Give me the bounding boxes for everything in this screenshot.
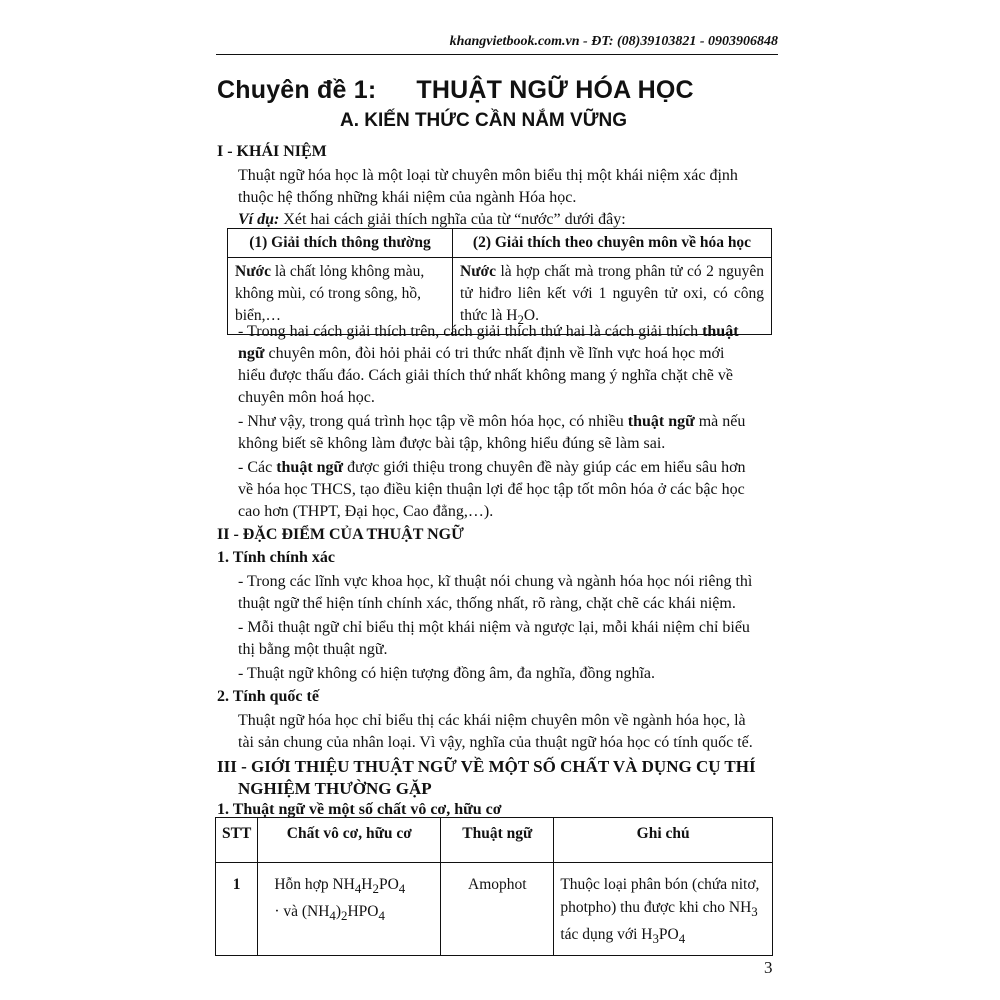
paragraph-line: - Trong các lĩnh vực khoa học, kĩ thuật nói chung và ngành hóa học nói riêng thì (238, 573, 753, 590)
text-run: Thuộc loại phân bón (chứa nitơ, photpho) thu được khi cho NH (560, 876, 760, 916)
table-cell-term: Amophot (441, 863, 554, 956)
chemicals-table (215, 817, 773, 956)
subscript: 2 (341, 908, 348, 924)
subscript: 4 (329, 908, 336, 924)
table-cell-note (554, 863, 773, 956)
chapter-label: Chuyên đề 1: (217, 76, 377, 104)
text-run: Hỗn hợp NH (274, 876, 355, 893)
text-run: - Trong hai cách giải thích trên, cách giải thích thứ hai là cách giải thích (238, 323, 703, 340)
paragraph-line: thuật ngữ thể hiện tính chính xác, thống nhất, rõ ràng, chặt chẽ các khái niệm. (238, 595, 736, 612)
cell-text: là hợp chất mà trong phân tử có 2 nguyên tử hiđro liên kết với 1 nguyên tử oxi, có công thức là H (460, 263, 764, 324)
text-run: ) (335, 903, 342, 921)
table-cell-stt: 1 (216, 863, 258, 956)
subscript: 3 (751, 904, 758, 920)
text-run: PO (658, 926, 679, 944)
paragraph-line: về hóa học THCS, tạo điều kiện thuận lợi để học tập tốt môn hóa ở các bậc học (238, 481, 745, 498)
subscript: 2 (372, 881, 379, 897)
paragraph-line: cao hơn (THPT, Đại học, Cao đẳng,…). (238, 503, 494, 520)
cell-text: O. (523, 307, 539, 324)
table-header: Ghi chú (554, 818, 773, 863)
paragraph-line: - Mỗi thuật ngữ chỉ biểu thị một khái niệm và ngược lại, mỗi khái niệm chỉ biểu (238, 619, 750, 636)
chapter-title (217, 76, 694, 105)
bold-term: thuật ngữ (276, 459, 344, 476)
text-run: tác dụng với H (560, 926, 653, 944)
subsection-heading: 1. Thuật ngữ về một số chất vô cơ, hữu cơ (217, 801, 502, 818)
subscript: 4 (678, 931, 686, 947)
paragraph-line: không biết sẽ không làm được bài tập, không hiểu đúng sẽ làm sai. (238, 435, 666, 452)
text-run: chuyên môn, đòi hỏi phải có tri thức nhất định về lĩnh vực hoá học mới (264, 345, 725, 362)
page-number: 3 (764, 958, 773, 977)
paragraph-line (238, 345, 724, 363)
table-cell-chemical (258, 863, 441, 956)
bold-term: thuật (702, 323, 739, 340)
subscript: 3 (652, 931, 659, 947)
text-run: HPO (347, 903, 379, 921)
table-row (216, 863, 773, 956)
example-label: Ví dụ: (238, 211, 280, 228)
paragraph-line: Thuật ngữ hóa học chỉ biểu thị các khái niệm chuyên môn về ngành hóa học, là (238, 712, 746, 729)
example-line (238, 211, 626, 229)
subsection-heading: 1. Tính chính xác (217, 549, 335, 566)
text-run: - Như vậy, trong quá trình học tập về môn hóa học, có nhiều (238, 413, 628, 430)
paragraph-line (238, 323, 739, 341)
paragraph-line: thị bằng một thuật ngữ. (238, 641, 388, 658)
text-run: H (361, 876, 373, 893)
paragraph-line: chuyên môn hoá học. (238, 389, 375, 406)
page-header (216, 28, 778, 55)
subscript: 4 (398, 881, 406, 897)
paragraph-line (238, 459, 746, 477)
table-header: Thuật ngữ (441, 818, 554, 863)
table-header: (2) Giải thích theo chuyên môn về hóa học (453, 229, 772, 258)
table-header: Chất vô cơ, hữu cơ (258, 818, 441, 863)
cell-text: là chất lỏng không màu, không mùi, có trong sông, hồ, biển,… (235, 263, 425, 324)
text-run: - Các (238, 459, 277, 476)
section-heading-2: II - ĐẶC ĐIỂM CỦA THUẬT NGỮ (217, 526, 464, 543)
paragraph-line: Thuật ngữ hóa học là một loại từ chuyên môn biểu thị một khái niệm xác định (238, 167, 738, 184)
section-subtitle: A. KIẾN THỨC CẦN NẮM VỮNG (340, 110, 627, 131)
subscript: 2 (517, 312, 524, 328)
cell-bold: Nước (460, 263, 496, 280)
example-text: Xét hai cách giải thích nghĩa của từ “nước” dưới đây: (279, 211, 626, 228)
header-text: khangvietbook.com.vn - ĐT: (08)39103821 - 0903906848 (449, 34, 778, 49)
definition-table (227, 228, 772, 335)
text-run: PO (378, 876, 399, 893)
paragraph-line: - Thuật ngữ không có hiện tượng đồng âm, đa nghĩa, đồng nghĩa. (238, 665, 655, 682)
table-header: (1) Giải thích thông thường (228, 229, 453, 258)
paragraph-line: hiểu được thấu đáo. Cách giải thích thứ nhất không mang ý nghĩa chặt chẽ về (238, 367, 733, 384)
text-run: được giới thiệu trong chuyên đề này giúp các em hiểu sâu hơn (343, 459, 746, 476)
bold-term: ngữ (238, 345, 265, 362)
subsection-heading: 2. Tính quốc tế (217, 688, 319, 705)
bold-term: thuật ngữ (627, 413, 695, 430)
table-header: STT (216, 818, 258, 863)
section-heading-3: III - GIỚI THIỆU THUẬT NGỮ VỀ MỘT SỐ CHẤT VÀ DỤNG CỤ THÍ (217, 757, 756, 776)
section-heading-1: I - KHÁI NIỆM (217, 143, 327, 160)
subscript: 4 (354, 881, 362, 897)
cell-bold: Nước (235, 263, 271, 280)
text-run: · và (NH (274, 903, 330, 921)
chapter-name: THUẬT NGỮ HÓA HỌC (416, 76, 694, 104)
text-run: mà nếu (694, 413, 746, 430)
section-heading-3-cont: NGHIỆM THƯỜNG GẶP (238, 779, 432, 798)
paragraph-line: tài sản chung của nhân loại. Vì vậy, nghĩa của thuật ngữ hóa học có tính quốc tế. (238, 734, 753, 751)
paragraph-line (238, 413, 745, 431)
paragraph-line: thuộc hệ thống những khái niệm của ngành Hóa học. (238, 189, 577, 206)
subscript: 4 (378, 908, 385, 924)
